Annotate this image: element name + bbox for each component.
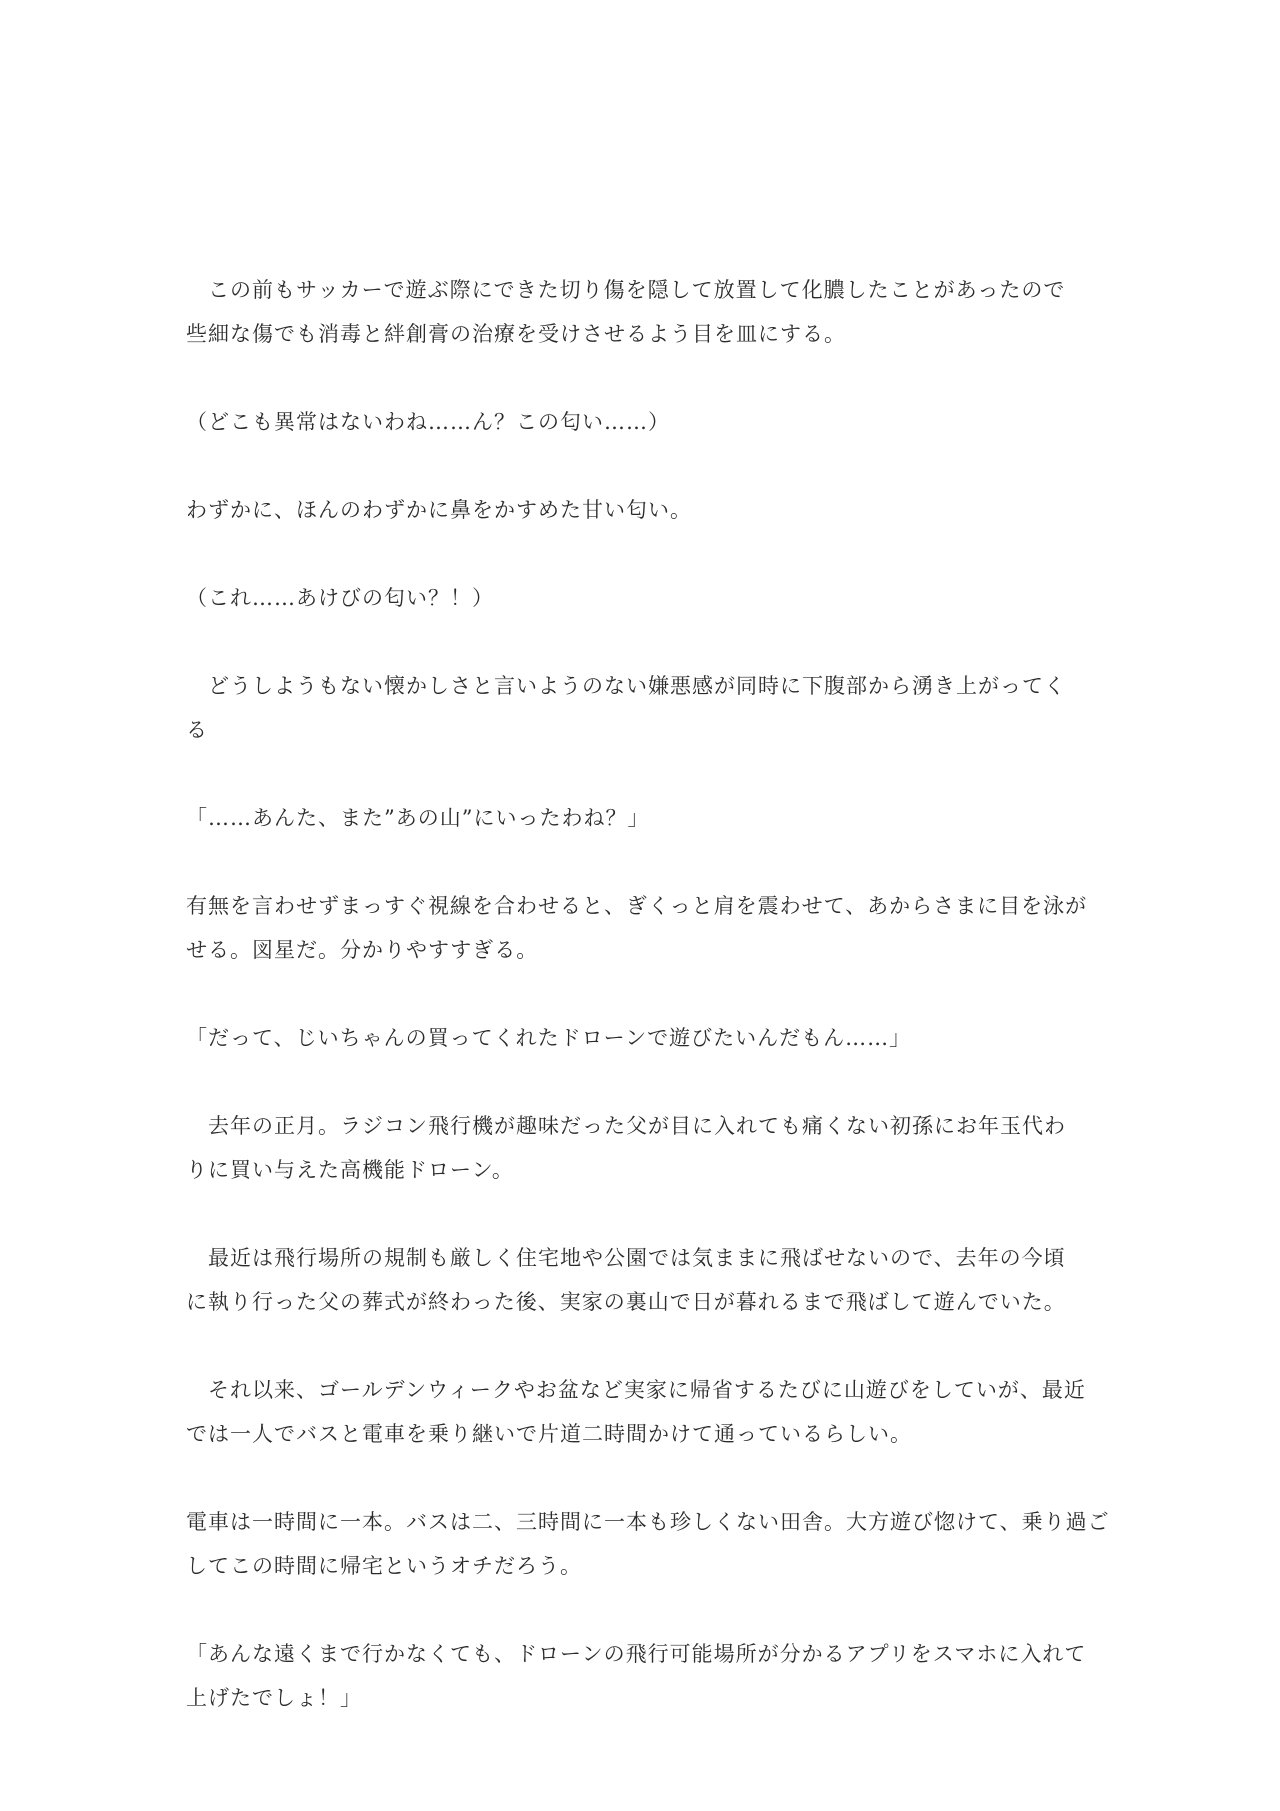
paragraph-12: [186, 1500, 1110, 1588]
paragraph-line: 電車は一時間に一本。バスは二、三時間に一本も珍しくない田舎。大方遊び惚けて、乗り過ご: [186, 1510, 1110, 1534]
paragraph-line: 「だって、じいちゃんの買ってくれたドローンで遊びたいんだもん……」: [186, 1026, 912, 1050]
paragraph-line: に執り行った父の葬式が終わった後、実家の裏山で日が暮れるまで飛ばして遊んでいた。: [186, 1290, 1066, 1314]
paragraph-2: [186, 400, 1096, 444]
paragraph-line: 有無を言わせずまっすぐ視線を合わせると、ぎくっと肩を震わせて、あからさまに目を泳が: [186, 894, 1088, 918]
paragraph-7: [186, 884, 1096, 972]
paragraph-8: [186, 1016, 1096, 1060]
paragraph-line: わずかに、ほんのわずかに鼻をかすめた甘い匂い。: [186, 498, 692, 522]
paragraph-line: 「……あんた、また”あの山”にいったわね？」: [186, 806, 650, 830]
paragraph-line: 最近は飛行場所の規制も厳しく住宅地や公園では気ままに飛ばせないので、去年の今頃: [186, 1246, 1066, 1270]
paragraph-line: どうしようもない懐かしさと言いようのない嫌悪感が同時に下腹部から湧き上がってく: [186, 674, 1066, 698]
paragraph-line: してこの時間に帰宅というオチだろう。: [186, 1554, 582, 1578]
paragraph-line: りに買い与えた高機能ドローン。: [186, 1158, 514, 1182]
paragraph-5: [186, 664, 1096, 752]
paragraph-3: [186, 488, 1096, 532]
paragraph-13: [186, 1632, 1096, 1720]
paragraph-line: それ以来、ゴールデンウィークやお盆など実家に帰省するたびに山遊びをしていが、最近: [186, 1378, 1086, 1402]
paragraph-4: [186, 576, 1096, 620]
paragraph-line: では一人でバスと電車を乗り継いで片道二時間かけて通っているらしい。: [186, 1422, 912, 1446]
paragraph-line: 「あんな遠くまで行かなくても、ドローンの飛行可能場所が分かるアプリをスマホに入れて: [186, 1642, 1087, 1666]
paragraph-6: [186, 796, 1096, 840]
paragraph-line: 些細な傷でも消毒と絆創膏の治療を受けさせるよう目を皿にする。: [186, 322, 846, 346]
paragraph-line: （これ……あけびの匂い？！）: [186, 586, 494, 610]
paragraph-line: 去年の正月。ラジコン飛行機が趣味だった父が目に入れても痛くない初孫にお年玉代わ: [186, 1114, 1066, 1138]
paragraph-10: [186, 1236, 1096, 1324]
paragraph-line: 上げたでしょ！」: [186, 1686, 362, 1710]
paragraph-line: この前もサッカーで遊ぶ際にできた切り傷を隠して放置して化膿したことがあったので: [186, 278, 1066, 302]
paragraph-9: [186, 1104, 1096, 1192]
paragraph-line: る: [186, 718, 208, 742]
paragraph-1: [186, 268, 1096, 356]
paragraph-line: せる。図星だ。分かりやすすぎる。: [186, 938, 539, 962]
body-text: [186, 268, 1110, 1764]
paragraph-11: [186, 1368, 1096, 1456]
paragraph-line: （どこも異常はないわね……ん？この匂い……）: [186, 410, 670, 434]
